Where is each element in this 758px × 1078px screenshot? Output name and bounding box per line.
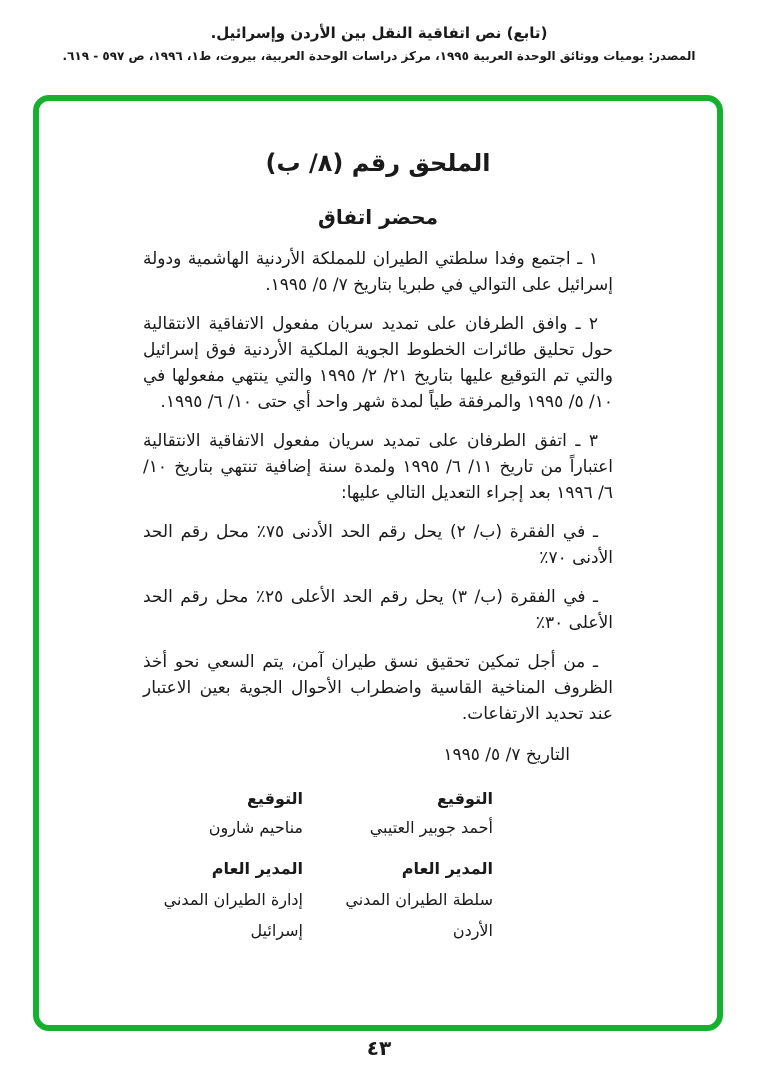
signatory-role: المدير العام — [211, 859, 303, 878]
annex-title: الملحق رقم (٨/ ب) — [265, 149, 491, 177]
signatory-country: إسرائيل — [250, 921, 303, 940]
signatory-organization: إدارة الطيران المدني — [163, 890, 303, 909]
signatory-name: مناحيم شارون — [208, 818, 303, 837]
amendment-item-1: ـ في الفقرة (ب/ ٢) يحل رقم الحد الأدنى ٧٥٪ محل رقم الحد الأدنى ٧٠٪ — [143, 522, 613, 568]
signatory-role: المدير العام — [401, 859, 493, 878]
minutes-of-agreement-title: محضر اتفاق — [317, 205, 439, 229]
signature-label: التوقيع — [437, 789, 493, 808]
signature-section — [143, 786, 613, 943]
page-number: ٤٣ — [366, 1036, 392, 1060]
signature-block-jordan — [338, 786, 493, 943]
signature-block-israel — [143, 786, 303, 943]
signature-label: التوقيع — [247, 789, 303, 808]
signatory-name: أحمد جوبير العتيبي — [369, 818, 493, 837]
amendment-item-2: ـ في الفقرة (ب/ ٣) يحل رقم الحد الأعلى ٢٥٪ محل رقم الحد الأعلى ٣٠٪ — [143, 587, 613, 633]
document-frame — [33, 95, 723, 1031]
page-header — [0, 0, 758, 63]
paragraph-3: ٣ ـ اتفق الطرفان على تمديد سريان مفعول الاتفاقية الانتقالية اعتباراً من تاريخ ١١/ ٦/ ١٩٩٥ ولمدة سنة إضافية تنتهي بتاريخ ١٠/ ٦/ ١٩٩٦ بعد إجراء التعديل التالي عليها: — [143, 431, 613, 503]
paragraph-1: ١ ـ اجتمع وفدا سلطتي الطيران للمملكة الأردنية الهاشمية ودولة إسرائيل على التوالي في طبريا بتاريخ ٧/ ٥/ ١٩٩٥. — [143, 249, 613, 295]
document-content — [39, 101, 717, 943]
paragraph-2: ٢ ـ وافق الطرفان على تمديد سريان مفعول الاتفاقية الانتقالية حول تحليق طائرات الخطوط الجوية الملكية الأردنية فوق إسرائيل والتي تم التوقيع عليها بتاريخ ٢١/ ٢/ ١٩٩٥ والتي ينتهي مفعولها في ١٠/ ٥/ ١٩٩٥ والمرفقة طياً لمدة شهر واحد أي حتى ١٠/ ٦/ ١٩٩٥. — [143, 314, 613, 412]
signatory-country: الأردن — [452, 921, 493, 940]
date-line: التاريخ ٧/ ٥/ ١٩٩٥ — [443, 745, 570, 765]
header-source-line: المصدر: يوميات ووثائق الوحدة العربية ١٩٩٥، مركز دراسات الوحدة العربية، بيروت، ط١، ١٩٩٦، ص ٥٩٧ - ٦١٩. — [62, 49, 696, 63]
header-continuation-line: (تابع) نص اتفاقية النقل بين الأردن وإسرائيل. — [210, 24, 548, 42]
signatory-organization: سلطة الطيران المدني — [345, 890, 493, 909]
amendment-item-3: ـ من أجل تمكين تحقيق نسق طيران آمن، يتم السعي نحو أخذ الظروف المناخية القاسية واضطراب الأحوال الجوية بعين الاعتبار عند تحديد الارتفاعات. — [143, 652, 613, 724]
